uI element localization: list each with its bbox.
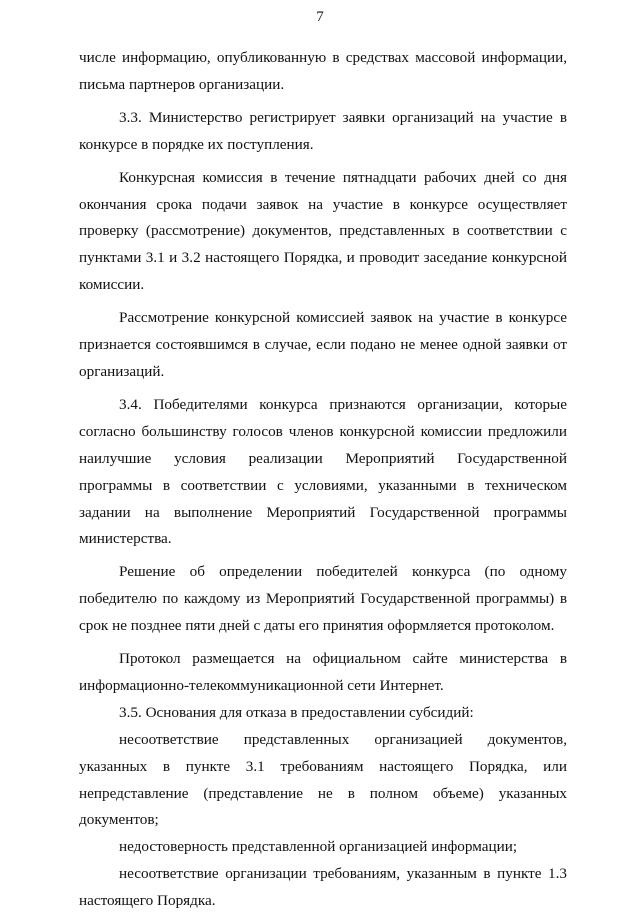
paragraph-protocol-publication: Протокол размещается на официальном сайте министерства в информационно-телекоммуникационной сети Интернет. [79, 650, 567, 694]
document-body [79, 45, 567, 915]
paragraph-3-5: 3.5. Основания для отказа в предоставлении субсидий: [119, 703, 474, 721]
paragraph-continuation: числе информацию, опубликованную в средствах массовой информации, письма партнеров организации. [79, 49, 567, 93]
paragraph-3-3: 3.3. Министерство регистрирует заявки организаций на участие в конкурсе в порядке их поступления. [79, 108, 567, 153]
paragraph-winner-decision: Решение об определении победителей конкурса (по одному победителю по каждому из Мероприятий Государственной программы) в срок не позднее пяти дней с даты его принятия оформляется протоколом. [79, 563, 567, 635]
page-number: 7 [316, 9, 324, 25]
paragraph-3-4: 3.4. Победителями конкурса признаются организации, которые согласно большинству голосов членов конкурсной комиссии предложили наилучшие условия реализации Мероприятий Государственной программы в соответствии с условиями, указанными в техническом задании на выполнение Мероприятий Государственной программы министерства. [79, 395, 567, 548]
paragraph-refusal-reason-1: несоответствие представленных организацией документов, указанных в пункте 3.1 требованиям настоящего Порядка, или непредставление (представление не в полном объеме) указанных документов; [79, 730, 567, 829]
paragraph-refusal-reason-2: недостоверность представленной организацией информации; [119, 838, 518, 856]
paragraph-commission-review: Конкурсная комиссия в течение пятнадцати рабочих дней со дня окончания срока подачи заявок на участие в конкурсе осуществляет проверку (рассмотрение) документов, представленных в соответствии с пунктами 3.1 и 3.2 настоящего Порядка, и проводит заседание конкурсной комиссии. [79, 168, 567, 294]
paragraph-refusal-reason-3: несоответствие организации требованиям, указанным в пункте 1.3 настоящего Порядка. [79, 865, 567, 910]
paragraph-review-valid: Рассмотрение конкурсной комиссией заявок на участие в конкурсе признается состоявшимся в случае, если подано не менее одной заявки от организаций. [79, 309, 567, 380]
